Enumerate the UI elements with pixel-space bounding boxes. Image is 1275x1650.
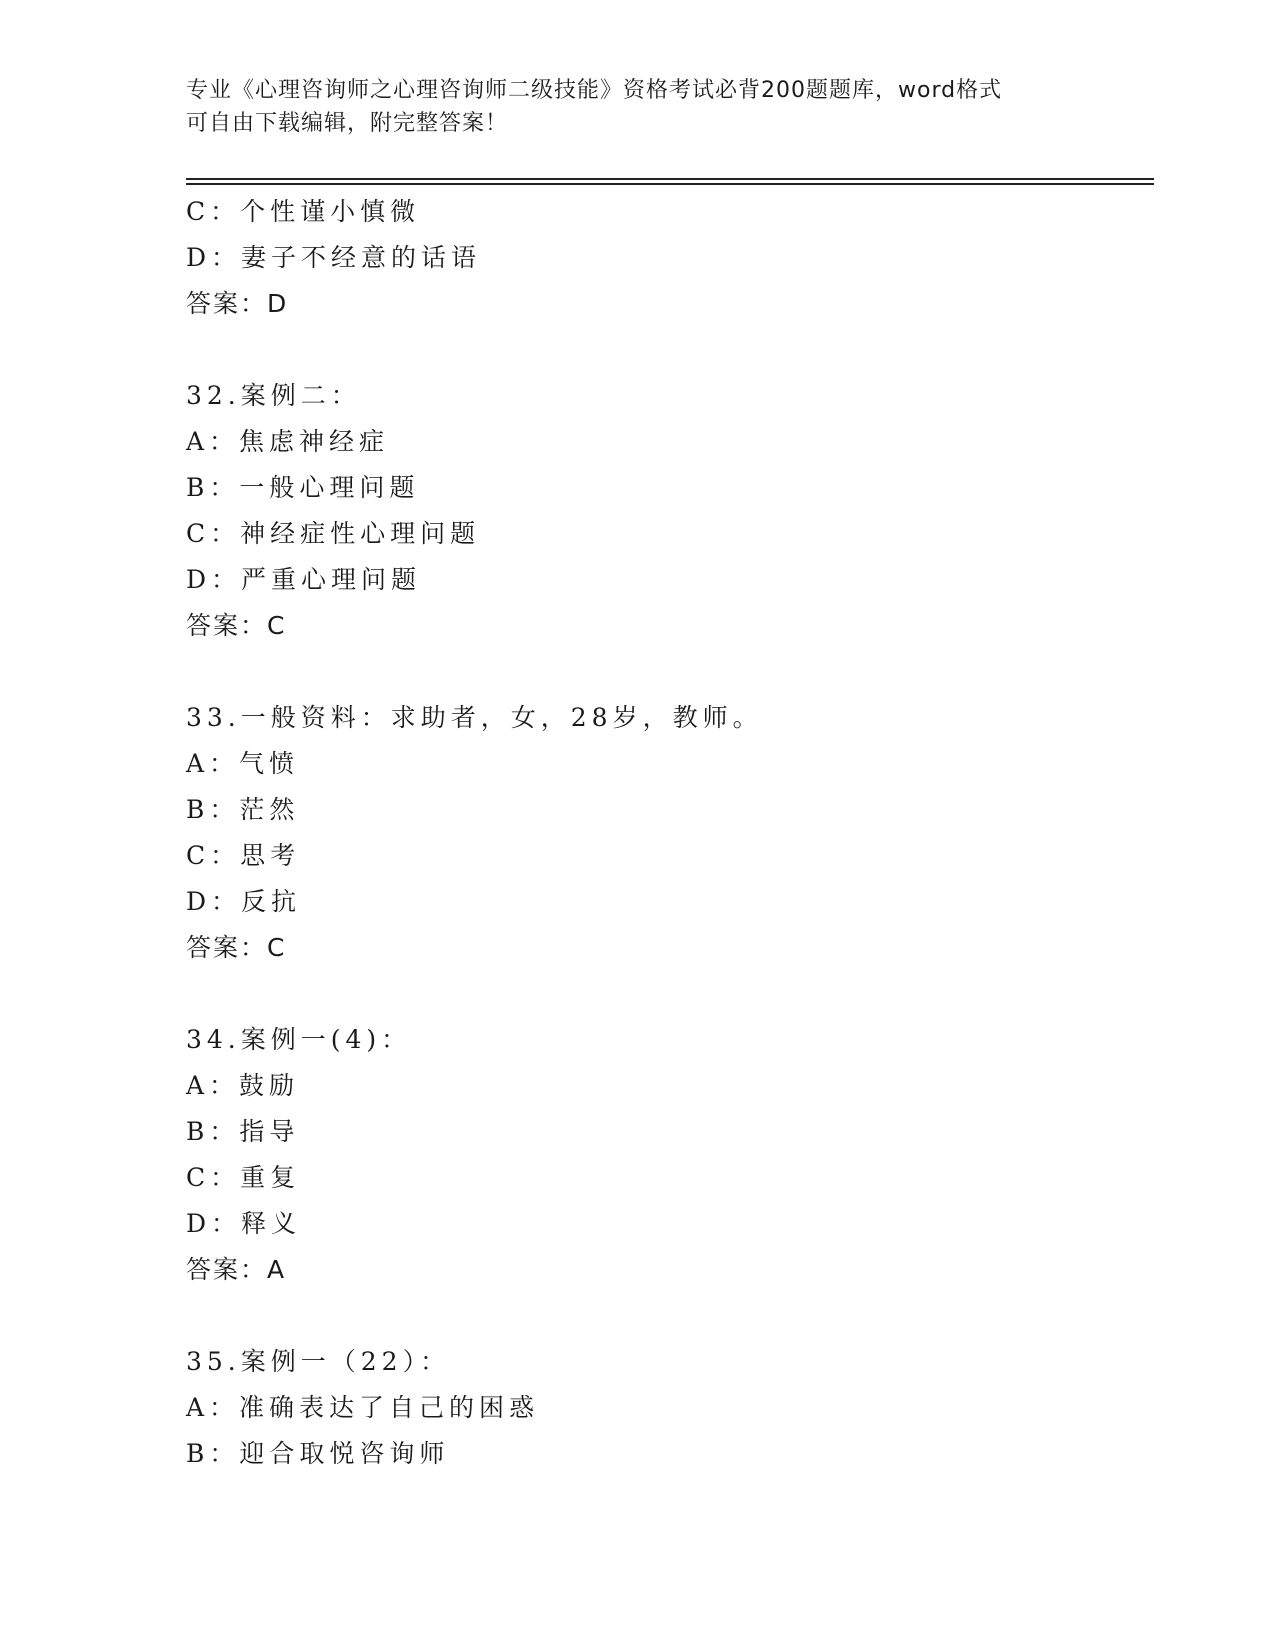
answer-line: 答案：A [186, 1255, 287, 1284]
option-d: D：反抗 [186, 887, 302, 916]
question-block [186, 695, 1146, 971]
answer-line: 答案：D [186, 289, 289, 318]
question-text: 34.案例一(4)： [186, 1025, 412, 1054]
option-c: C：思考 [186, 841, 301, 870]
question-block [186, 1339, 1146, 1477]
option-b: B：指导 [186, 1117, 300, 1146]
question-list [186, 189, 1146, 1477]
spacer [186, 649, 1146, 695]
option-a: A：焦虑神经症 [186, 427, 390, 456]
question-block [186, 1017, 1146, 1293]
option-b: B：迎合取悦咨询师 [186, 1439, 450, 1468]
question-text: 33.一般资料：求助者，女，28岁，教师。 [186, 703, 763, 732]
question-block [186, 373, 1146, 649]
spacer [186, 1293, 1146, 1339]
document-header [186, 74, 1066, 140]
answer-line: 答案：C [186, 933, 287, 962]
answer-line: 答案：C [186, 611, 287, 640]
header-title-line-2: 可自由下载编辑，附完整答案！ [186, 111, 509, 136]
header-divider-top [186, 178, 1154, 180]
option-a: A：气愤 [186, 749, 300, 778]
option-c: C：神经症性心理问题 [186, 519, 481, 548]
option-c: C：重复 [186, 1163, 301, 1192]
option-c: C：个性谨小慎微 [186, 197, 421, 226]
header-divider-bottom [186, 183, 1154, 185]
option-d: D：严重心理问题 [186, 565, 422, 594]
spacer [186, 327, 1146, 373]
question-text: 35.案例一（22）： [186, 1347, 451, 1376]
option-a: A：准确表达了自己的困惑 [186, 1393, 540, 1422]
spacer [186, 971, 1146, 1017]
header-title-line-1: 专业《心理咨询师之心理咨询师二级技能》资格考试必背200题题库，word格式 [186, 78, 1003, 103]
option-a: A：鼓励 [186, 1071, 300, 1100]
option-d: D：释义 [186, 1209, 302, 1238]
question-text: 32.案例二： [186, 381, 361, 410]
question-block [186, 189, 1146, 327]
option-d: D：妻子不经意的话语 [186, 243, 482, 272]
option-b: B：茫然 [186, 795, 300, 824]
option-b: B：一般心理问题 [186, 473, 420, 502]
